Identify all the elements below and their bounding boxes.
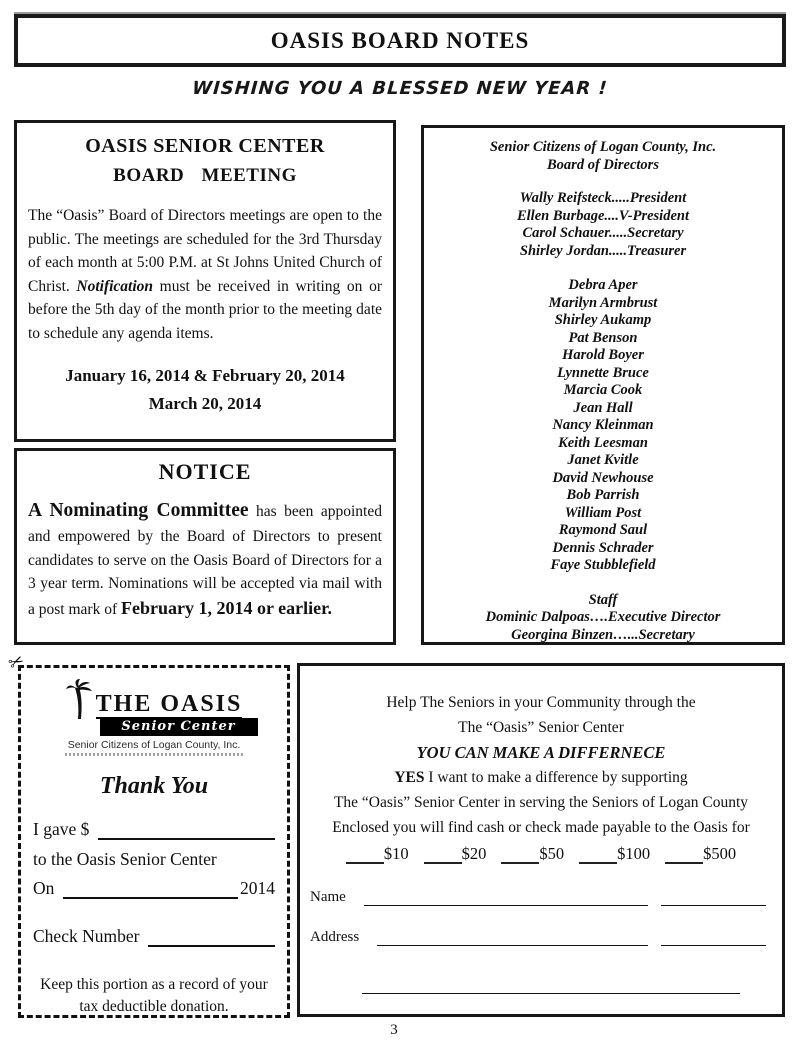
amount-checkbox-blank bbox=[346, 846, 384, 865]
amount-option-label: $500 bbox=[703, 844, 737, 863]
body-text: must be received in writing on or before the 5th day of the month prior to the meeting date to schedule any agenda items. bbox=[28, 277, 382, 342]
list-item: Ellen Burbage....V-President bbox=[516, 207, 689, 224]
list-item: Lynnette Bruce bbox=[557, 364, 649, 381]
date-row bbox=[33, 878, 275, 899]
recipient-line: to the Oasis Senior Center bbox=[33, 849, 217, 869]
list-item: Marcia Cook bbox=[563, 382, 643, 398]
name-blank-long bbox=[364, 890, 648, 906]
address-blank-long bbox=[377, 930, 648, 946]
list-item: William Post bbox=[564, 504, 642, 521]
list-item: Debra Aper bbox=[568, 277, 638, 293]
board-meeting-body bbox=[28, 204, 382, 345]
donation-receipt-coupon bbox=[5, 649, 290, 1018]
check-number-row bbox=[33, 926, 275, 947]
keep-note-line2: tax deductible donation. bbox=[79, 998, 229, 1016]
yes-rest: I want to make a difference by supporting bbox=[424, 769, 688, 786]
list-item: Harold Boyer bbox=[562, 347, 644, 363]
amount-given-blank bbox=[98, 821, 275, 841]
extra-blank-line bbox=[362, 977, 740, 994]
name-blank-short bbox=[661, 890, 766, 906]
list-item: Jean Hall bbox=[573, 399, 633, 416]
donation-line6: Enclosed you will find cash or check made payable to the Oasis for bbox=[332, 819, 750, 836]
donation-yes-line bbox=[300, 765, 782, 790]
list-item: Keith Leesman bbox=[558, 434, 648, 451]
amount-option bbox=[346, 844, 409, 864]
thank-you-heading: Thank You bbox=[99, 773, 209, 799]
donation-line2: The “Oasis” Senior Center bbox=[458, 719, 624, 736]
donation-line5: The “Oasis” Senior Center in serving the Seniors of Logan County bbox=[333, 794, 749, 811]
list-item: Bob Parrish bbox=[566, 487, 640, 503]
keep-note-line1: Keep this portion as a record of your bbox=[40, 976, 268, 993]
page-title: OASIS BOARD NOTES bbox=[270, 27, 530, 53]
keep-note bbox=[21, 974, 287, 1019]
list-item: Faye Stubblefield bbox=[550, 557, 656, 573]
amount-checkbox-blank bbox=[665, 846, 703, 865]
amount-option-label: $100 bbox=[617, 844, 651, 863]
list-item: David Newhouse bbox=[552, 469, 654, 486]
amount-option bbox=[501, 844, 564, 864]
meeting-dates bbox=[28, 362, 382, 418]
logo-fine-print bbox=[65, 753, 243, 756]
check-number-blank bbox=[148, 928, 275, 948]
directors-members-list bbox=[424, 277, 782, 575]
palm-tree-icon bbox=[66, 679, 96, 719]
amount-option bbox=[424, 844, 487, 864]
amount-given-label: I gave $ bbox=[33, 819, 90, 839]
list-item: Dominic Dalpoas….Executive Director bbox=[485, 609, 721, 625]
directors-box bbox=[421, 125, 785, 645]
amount-options-row bbox=[300, 844, 782, 864]
donation-line1: Help The Seniors in your Community through the bbox=[386, 694, 696, 711]
amount-checkbox-blank bbox=[424, 846, 462, 865]
notice-deadline: February 1, 2014 or earlier. bbox=[120, 598, 332, 618]
notice-text: has been appointed and empowered by the Board of Directors to present candidates to serve on the Oasis Board of Directors for a 3 year term. Nominations will be accepted via mail with a post mark of bbox=[28, 503, 382, 618]
board-meeting-title-line2: BOARD MEETING bbox=[113, 165, 297, 186]
amount-given-row bbox=[33, 819, 275, 840]
yes-emphasis: YES bbox=[394, 769, 425, 786]
amount-option-label: $10 bbox=[383, 844, 409, 863]
amount-option bbox=[665, 844, 736, 864]
amount-checkbox-blank bbox=[579, 846, 617, 865]
staff-list bbox=[424, 609, 782, 644]
donation-form-box bbox=[297, 663, 785, 1017]
date-blank bbox=[63, 880, 238, 900]
page-title-box bbox=[14, 14, 786, 67]
board-meeting-title-line1: OASIS SENIOR CENTER bbox=[85, 135, 325, 157]
amount-option-label: $50 bbox=[539, 844, 565, 863]
meeting-dates-line1: January 16, 2014 & February 20, 2014 bbox=[65, 366, 345, 386]
list-item: Wally Reifsteck.....President bbox=[519, 190, 687, 206]
body-text: The “Oasis” Board of Directors meetings are open to the public. The meetings are scheduled for the 3rd Thursday of each month at 5:00 P.M. at St Johns United Church of Christ. bbox=[28, 207, 382, 295]
list-item: Shirley Jordan.....Treasurer bbox=[519, 242, 687, 259]
list-item: Marilyn Armbrust bbox=[548, 294, 658, 311]
logo-banner: Senior Center bbox=[100, 718, 258, 736]
scissors-icon: ✂ bbox=[5, 649, 28, 676]
check-number-label: Check Number bbox=[33, 926, 140, 946]
list-item: Shirley Aukamp bbox=[554, 312, 652, 328]
amount-option-label: $20 bbox=[461, 844, 487, 863]
directors-heading-line2: Board of Directors bbox=[547, 156, 659, 173]
list-item: Dennis Schrader bbox=[552, 539, 654, 556]
page-number: 3 bbox=[390, 1022, 398, 1038]
list-item: Pat Benson bbox=[568, 329, 638, 346]
greeting-text: WISHING YOU A BLESSED NEW YEAR ! bbox=[191, 78, 609, 99]
list-item: Georgina Binzen…...Secretary bbox=[511, 626, 695, 643]
list-item: Carol Schauer.....Secretary bbox=[522, 225, 684, 241]
notice-lead: A Nominating Committee bbox=[28, 500, 249, 521]
list-item: Nancy Kleinman bbox=[552, 417, 654, 433]
list-item: Raymond Saul bbox=[558, 522, 648, 538]
donation-slogan: YOU CAN MAKE A DIFFERNECE bbox=[416, 743, 666, 762]
directors-officers-list bbox=[424, 190, 782, 260]
logo-top-row bbox=[47, 679, 262, 719]
logo-org-line: Senior Citizens of Logan County, Inc. bbox=[67, 739, 241, 751]
amount-option bbox=[579, 844, 650, 864]
notice-title: NOTICE bbox=[158, 459, 252, 484]
address-row bbox=[310, 929, 766, 946]
board-meeting-box bbox=[14, 120, 396, 442]
amount-checkbox-blank bbox=[501, 846, 539, 865]
year-text: 2014 bbox=[240, 878, 275, 898]
staff-heading: Staff bbox=[588, 591, 618, 608]
address-label: Address bbox=[310, 929, 360, 945]
directors-heading-line1: Senior Citizens of Logan County, Inc. bbox=[489, 139, 717, 155]
notice-body bbox=[28, 496, 382, 622]
meeting-dates-line2: March 20, 2014 bbox=[148, 394, 262, 414]
oasis-logo bbox=[47, 679, 262, 756]
list-item: Janet Kvitle bbox=[567, 452, 639, 468]
name-label: Name bbox=[310, 889, 346, 905]
logo-wordmark: THE OASIS bbox=[95, 691, 243, 717]
address-blank-short bbox=[661, 930, 766, 946]
name-row bbox=[310, 889, 766, 906]
notice-box bbox=[14, 448, 396, 645]
date-label: On bbox=[33, 878, 55, 898]
notification-emphasis: Notification bbox=[76, 277, 154, 295]
